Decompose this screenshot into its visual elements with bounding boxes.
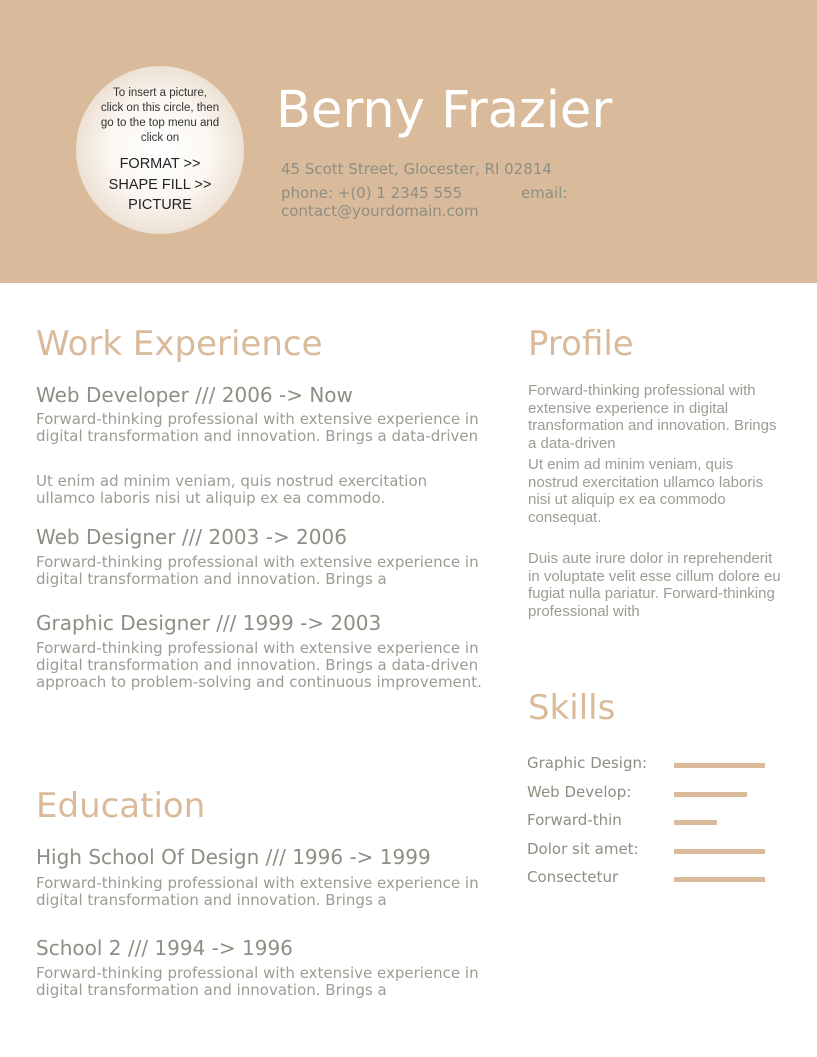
person-name: Berny Frazier <box>276 81 613 140</box>
job-description: Forward-thinking professional with extensive experience in digital transformation and innovation. Brings a <box>36 554 479 588</box>
skill-level-bar <box>674 763 765 768</box>
job-extra-description: Ut enim ad minim veniam, quis nostrud exercitation ullamco laboris nisi ut aliquip ex ea commodo. <box>36 473 428 507</box>
email-label: email: <box>521 184 568 202</box>
skill-row <box>527 866 787 888</box>
skill-label: Web Develop: <box>527 782 632 801</box>
photo-instruction-line: To insert a picture, <box>113 87 207 99</box>
work-experience-heading: Work Experience <box>36 324 323 364</box>
address: 45 Scott Street, Glocester, RI 02814 <box>281 160 552 178</box>
skill-label: Forward-thin <box>527 811 622 829</box>
photo-menu-path <box>86 154 234 216</box>
photo-instruction-line: go to the top menu and <box>100 117 220 129</box>
skill-label: Graphic Design: <box>527 754 648 772</box>
photo-instruction-line: click on <box>140 132 180 144</box>
job-description: Forward-thinking professional with extensive experience in digital transformation and innovation. Brings a data-driven approach to problem-solving and continuous improvement. <box>36 640 482 691</box>
photo-menu-step: SHAPE FILL >> <box>108 176 212 193</box>
education-title: High School Of Design /// 1996 -> 1999 <box>36 845 431 869</box>
job-title: Web Designer /// 2003 -> 2006 <box>36 525 347 549</box>
photo-instructions <box>90 86 230 146</box>
profile-heading: Profile <box>528 324 634 364</box>
education-description: Forward-thinking professional with extensive experience in digital transformation and innovation. Brings a <box>36 875 479 909</box>
education-title: School 2 /// 1994 -> 1996 <box>36 936 293 960</box>
skill-label: Consectetur <box>527 868 619 886</box>
skill-level-bar <box>674 849 765 854</box>
skill-row <box>527 752 787 781</box>
job-description: Forward-thinking professional with extensive experience in digital transformation and innovation. Brings a data-driven <box>36 411 479 445</box>
job-title: Graphic Designer /// 1999 -> 2003 <box>36 611 382 635</box>
skill-level-bar <box>674 877 765 882</box>
education-description: Forward-thinking professional with extensive experience in digital transformation and innovation. Brings a <box>36 965 479 999</box>
skill-row <box>527 838 787 867</box>
photo-menu-step: PICTURE <box>128 197 192 213</box>
education-heading: Education <box>36 786 206 826</box>
profile-paragraph: Duis aute irure dolor in reprehenderit in voluptate velit esse cillum dolore eu fugiat nulla pariatur. Forward-thinking professional with <box>528 550 781 620</box>
skill-level-bar <box>674 820 717 825</box>
photo-menu-step: FORMAT >> <box>119 156 201 172</box>
email: contact@yourdomain.com <box>281 202 479 220</box>
skill-row <box>527 781 787 810</box>
skill-level-bar <box>674 792 747 797</box>
photo-instruction-line: click on this circle, then <box>100 102 220 114</box>
skills-heading: Skills <box>528 688 616 728</box>
header-band <box>0 0 817 283</box>
skills-list <box>527 752 787 888</box>
phone: phone: +(0) 1 2345 555 <box>281 184 463 202</box>
skill-row <box>527 809 787 838</box>
skill-label: Dolor sit amet: <box>527 839 639 858</box>
photo-placeholder-circle[interactable] <box>76 66 244 234</box>
profile-paragraph: Ut enim ad minim veniam, quis nostrud exercitation ullamco laboris nisi ut aliquip ex ea commodo consequat. <box>528 456 764 526</box>
job-title: Web Developer /// 2006 -> Now <box>36 383 353 407</box>
profile-paragraph: Forward-thinking professional with extensive experience in digital transformation and innovation. Brings a data-driven <box>528 382 777 452</box>
